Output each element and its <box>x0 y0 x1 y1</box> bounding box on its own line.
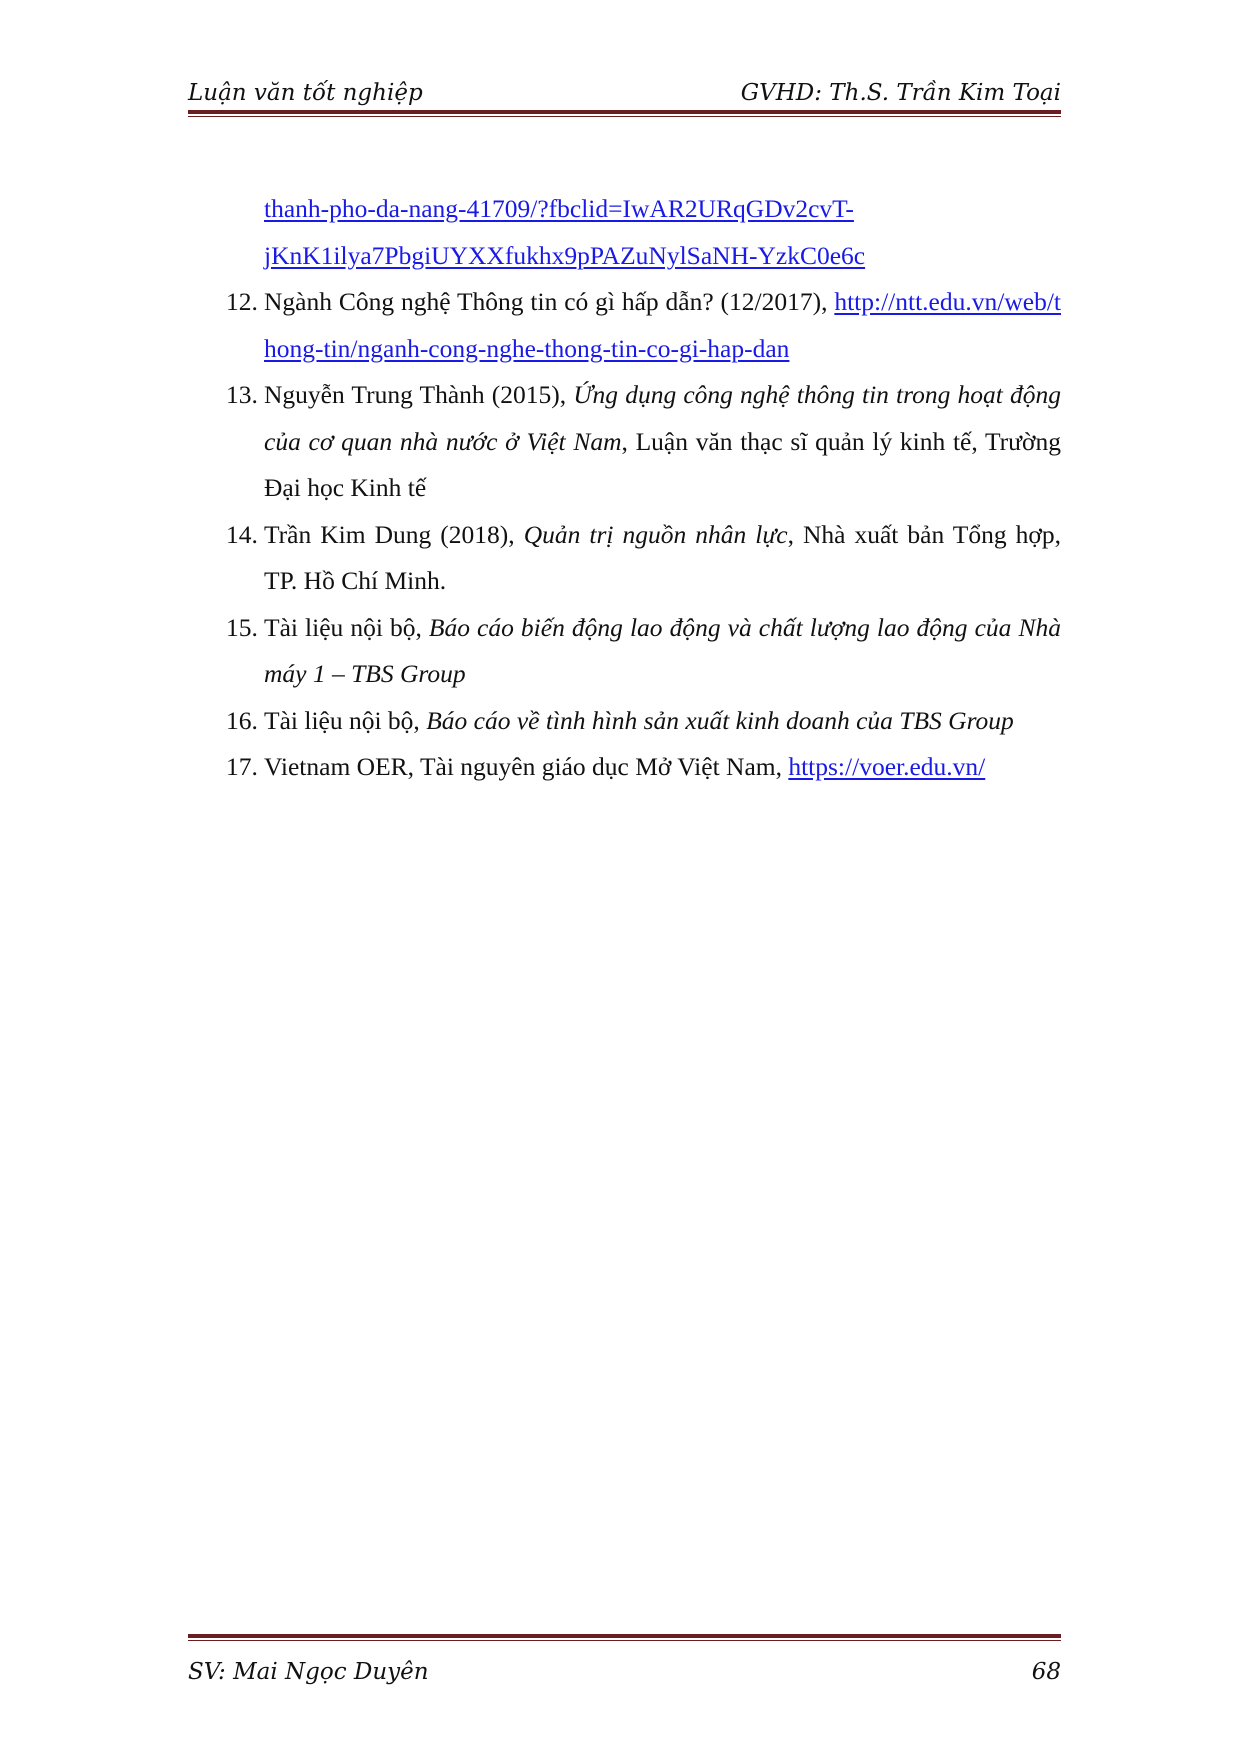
reference-11-link-part2[interactable]: jKnK1ilya7PbgiUYXXfukhx9pPAZuNylSaNH-YzkC0e6c <box>264 240 866 270</box>
footer-student: SV: Mai Ngọc Duyên <box>188 1659 429 1685</box>
reference-number: 13. <box>226 380 258 409</box>
reference-number: 16. <box>226 705 258 735</box>
reference-text: Ngành Công nghệ Thông tin có gì hấp dẫn? (12/2017), <box>264 287 828 316</box>
reference-title: Quản trị nguồn nhân lực <box>523 519 788 549</box>
reference-author: Vietnam OER, Tài nguyên giáo dục Mở Việt Nam, <box>264 752 789 781</box>
reference-item-13 <box>188 372 1061 512</box>
reference-number: 14. <box>226 519 258 549</box>
reference-author: Nguyễn Trung Thành (2015), <box>264 380 574 409</box>
page-number: 68 <box>1031 1659 1061 1685</box>
reference-link[interactable]: http://ntt.edu.vn/web/thong-tin/nganh-cong-nghe-thong-tin-co-gi-hap-dan <box>264 287 1061 363</box>
reference-publisher: , Luận văn thạc sĩ quản lý kinh tế, Trường Đại học Kinh tế <box>264 426 1061 502</box>
reference-item-17 <box>188 744 1061 791</box>
reference-publisher: , Nhà xuất bản Tổng hợp, TP. Hồ Chí Minh. <box>264 519 1061 595</box>
reference-item-14 <box>188 512 1061 605</box>
reference-item-12 <box>188 279 1061 372</box>
reference-number: 17. <box>226 752 258 781</box>
reference-list <box>188 186 1061 791</box>
reference-author: Tài liệu nội bộ, <box>264 612 429 642</box>
reference-number: 15. <box>226 612 258 642</box>
reference-continuation <box>188 186 1061 279</box>
reference-title: Báo cáo biến động lao động và chất lượng lao động của Nhà máy 1 – TBS Group <box>264 612 1061 688</box>
header-advisor: GVHD: Th.S. Trần Kim Toại <box>740 80 1061 106</box>
reference-author: Trần Kim Dung (2018), <box>264 519 524 549</box>
reference-title: Ứng dụng công nghệ thông tin trong hoạt động của cơ quan nhà nước ở Việt Nam <box>264 380 1061 456</box>
reference-item-15 <box>188 605 1061 698</box>
header-divider <box>188 110 1061 117</box>
reference-author: Tài liệu nội bộ, <box>264 705 427 735</box>
reference-number: 12. <box>226 287 258 316</box>
footer-divider <box>188 1634 1061 1641</box>
reference-item-16 <box>188 698 1061 745</box>
header-title: Luận văn tốt nghiệp <box>188 80 423 106</box>
reference-11-link-part1[interactable]: thanh-pho-da-nang-41709/?fbclid=IwAR2URqGDv2cvT- <box>264 194 854 223</box>
reference-link[interactable]: https://voer.edu.vn/ <box>788 752 986 781</box>
reference-title: Báo cáo về tình hình sản xuất kinh doanh của TBS Group <box>426 705 1014 735</box>
